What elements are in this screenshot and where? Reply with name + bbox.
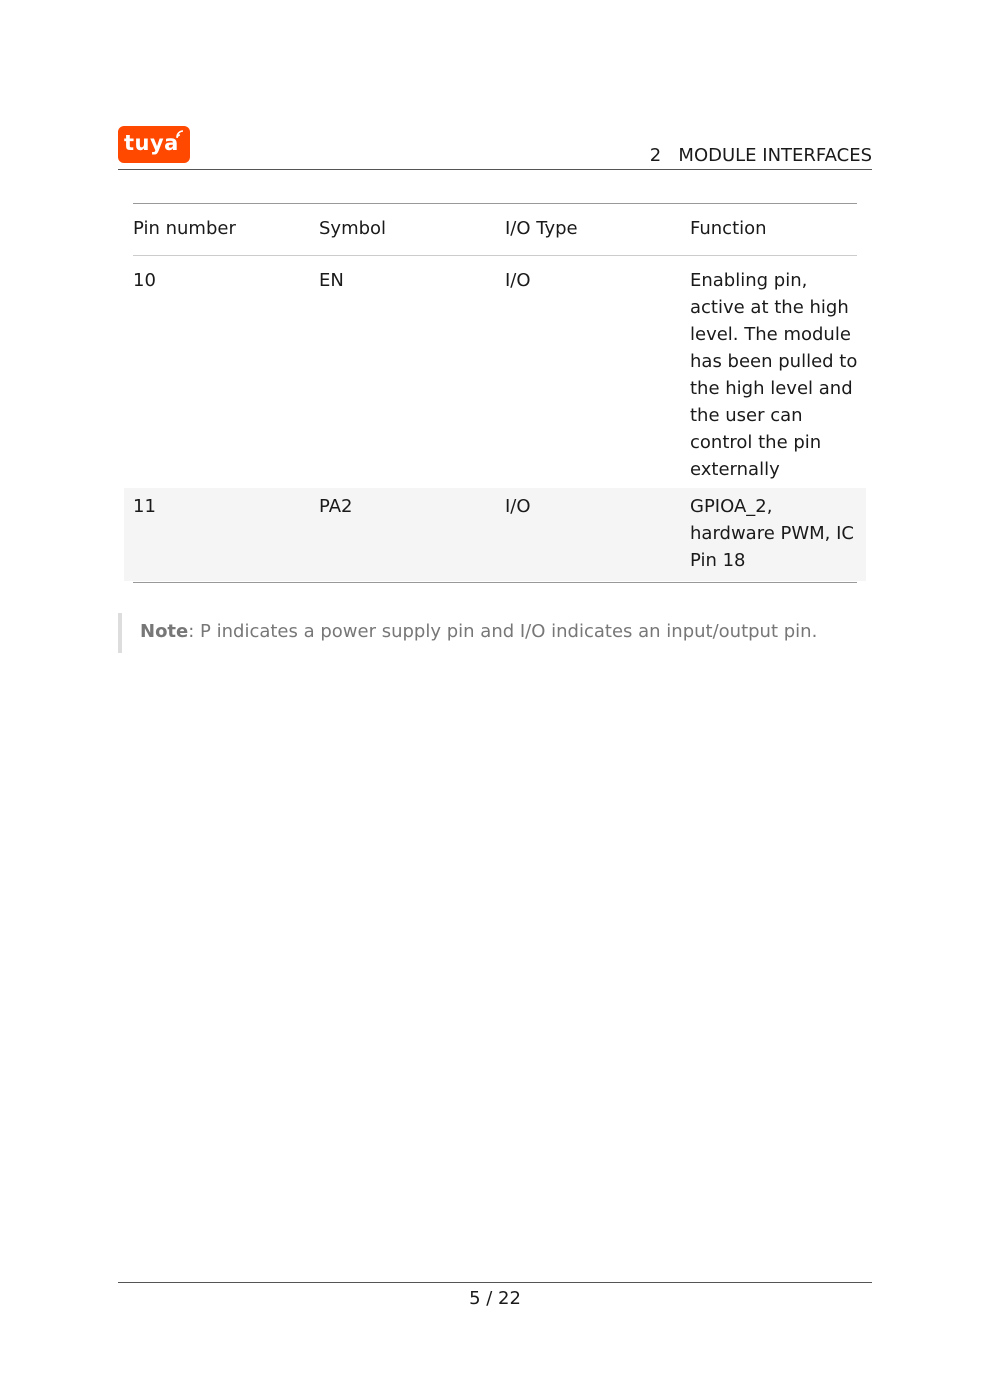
- function-cell: Enabling pin, active at the high level. The module has been pulled to the high level and the user can control the pin externally: [690, 270, 858, 480]
- io-type-cell: I/O: [505, 270, 531, 291]
- pin-number-cell: 11: [133, 496, 156, 517]
- section-heading: [650, 144, 872, 168]
- column-header-pin-number: Pin number: [133, 218, 236, 239]
- table-header-row: [124, 215, 866, 255]
- note-accent-bar: [118, 613, 122, 653]
- column-header-function: Function: [690, 218, 767, 239]
- note-label: Note: [140, 621, 189, 642]
- section-number: 2: [649, 145, 662, 166]
- column-header-symbol: Symbol: [319, 218, 387, 239]
- page-number: 5 / 22: [469, 1288, 521, 1309]
- symbol-cell: EN: [319, 270, 344, 291]
- table-header-rule: [133, 255, 857, 256]
- header-divider: [118, 169, 872, 170]
- table-row: [124, 267, 866, 488]
- io-type-cell: I/O: [505, 496, 531, 517]
- wifi-icon: [175, 128, 187, 140]
- tuya-logo: [118, 126, 190, 163]
- symbol-cell: PA2: [319, 496, 353, 517]
- note: [140, 619, 817, 645]
- function-cell: GPIOA_2, hardware PWM, IC Pin 18: [690, 496, 855, 571]
- pin-number-cell: 10: [133, 270, 156, 291]
- table-row: [124, 488, 866, 581]
- footer-divider: [118, 1282, 872, 1283]
- table-bottom-rule: [133, 582, 857, 583]
- table-top-rule: [133, 203, 857, 204]
- logo-text: tuya: [124, 131, 179, 155]
- column-header-io-type: I/O Type: [505, 218, 578, 239]
- section-title: MODULE INTERFACES: [678, 145, 872, 166]
- note-body: : P indicates a power supply pin and I/O indicates an input/output pin.: [188, 621, 818, 642]
